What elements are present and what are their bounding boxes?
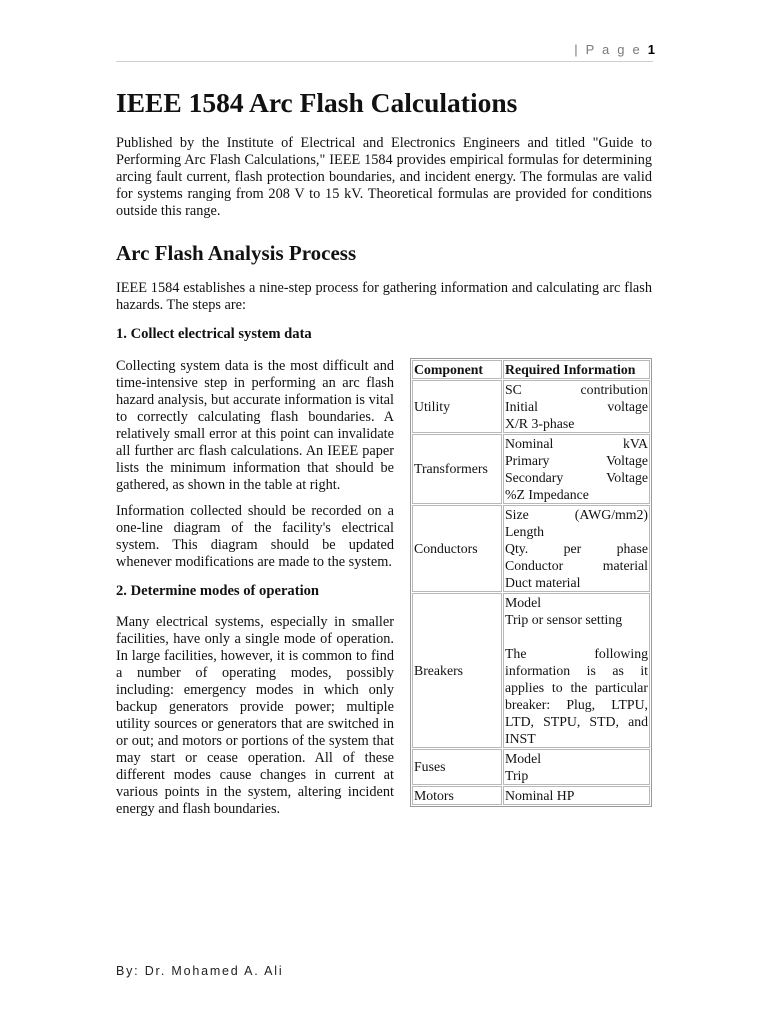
row-component: Transformers — [412, 434, 502, 504]
info-line: Nominal HP — [505, 787, 575, 803]
document-body — [116, 86, 652, 819]
info-line: SC contribution — [505, 381, 648, 397]
row-info — [503, 434, 650, 504]
row-info — [503, 380, 650, 433]
footer-author: By: Dr. Mohamed A. Ali — [116, 964, 284, 978]
step1-paragraph-2: Information collected should be recorded on a one-line diagram of the facility's electrical system. This diagram should be updated whenever modifications are made to the system. — [116, 502, 394, 570]
row-info — [503, 786, 650, 805]
info-line: Conductor material — [505, 557, 648, 573]
document-title: IEEE 1584 Arc Flash Calculations — [116, 87, 518, 118]
info-line: X/R 3-phase — [505, 415, 575, 431]
section-heading: Arc Flash Analysis Process — [116, 241, 357, 265]
step2-heading: 2. Determine modes of operation — [116, 582, 320, 599]
info-spacer — [505, 628, 648, 645]
info-line: Trip or sensor setting — [505, 611, 623, 627]
header-component: Component — [412, 360, 502, 379]
row-info — [503, 593, 650, 748]
step1-heading: 1. Collect electrical system data — [116, 326, 312, 343]
header-required-info: Required Information — [503, 360, 650, 379]
table-row — [412, 505, 650, 592]
row-component: Motors — [412, 786, 502, 805]
table-row — [412, 593, 650, 748]
row-component: Utility — [412, 380, 502, 433]
required-info-table — [410, 358, 652, 807]
step1-paragraph-1: Collecting system data is the most difficult and time-intensive step in performing an arc flash hazard analysis, but accurate information is vital to correctly calculating flash boundaries. A relatively small error at this point can invalidate all further arc flash calculations. An IEEE paper lists the minimum information that should be gathered, as shown in the table at right. — [116, 357, 394, 493]
row-component: Fuses — [412, 749, 502, 785]
table-row — [412, 749, 650, 785]
row-info — [503, 505, 650, 592]
info-line: Size (AWG/mm2) — [505, 506, 648, 522]
info-line: Secondary Voltage — [505, 469, 648, 485]
info-line: %Z Impedance — [505, 486, 589, 502]
header-rule — [116, 61, 653, 62]
page-number: 1 — [647, 42, 655, 57]
info-line: Duct material — [505, 574, 581, 590]
table-row — [412, 786, 650, 805]
info-line: Length — [505, 523, 545, 539]
row-component: Breakers — [412, 593, 502, 748]
info-line: Model — [505, 594, 542, 610]
info-line: Primary Voltage — [505, 452, 648, 468]
row-component: Conductors — [412, 505, 502, 592]
step2-paragraph: Many electrical systems, especially in smaller facilities, have only a single mode of operation. In large facilities, however, it is common to find a number of operating modes, possibly including: emergency modes in which only backup generators provide power; multiple utility sources or generators that are switched in or out; and motors or portions of the system that may start or cease operation. All of these different modes cause changes in current at various points in the system, altering incident energy and flash boundaries. — [116, 614, 394, 818]
section-intro: IEEE 1584 establishes a nine-step process for gathering information and calculating arc flash hazards. The steps are: — [116, 280, 652, 314]
info-line: Model — [505, 750, 542, 766]
table-row — [412, 434, 650, 504]
info-line: Qty. per phase — [505, 540, 648, 556]
row-info — [503, 749, 650, 785]
page-header — [574, 42, 655, 57]
info-line: Nominal kVA — [505, 435, 648, 451]
table-row — [412, 380, 650, 433]
info-line: Trip — [505, 767, 529, 783]
info-line: The following information is as it applies to the particular breaker: Plug, LTPU, LTD, STPU, STD, and INST — [505, 645, 648, 746]
page-label: | P a g e — [574, 42, 642, 57]
intro-paragraph: Published by the Institute of Electrical and Electronics Engineers and titled "Guide to Performing Arc Flash Calculations," IEEE 1584 provides empirical formulas for determining arcing fault current, flash protection boundaries, and incident energy. The formulas are valid for systems ranging from 208 V to 15 kV. Theoretical formulas are provided for conditions outside this range. — [116, 135, 652, 219]
table-header-row — [412, 360, 650, 379]
info-line: Initial voltage — [505, 398, 648, 414]
